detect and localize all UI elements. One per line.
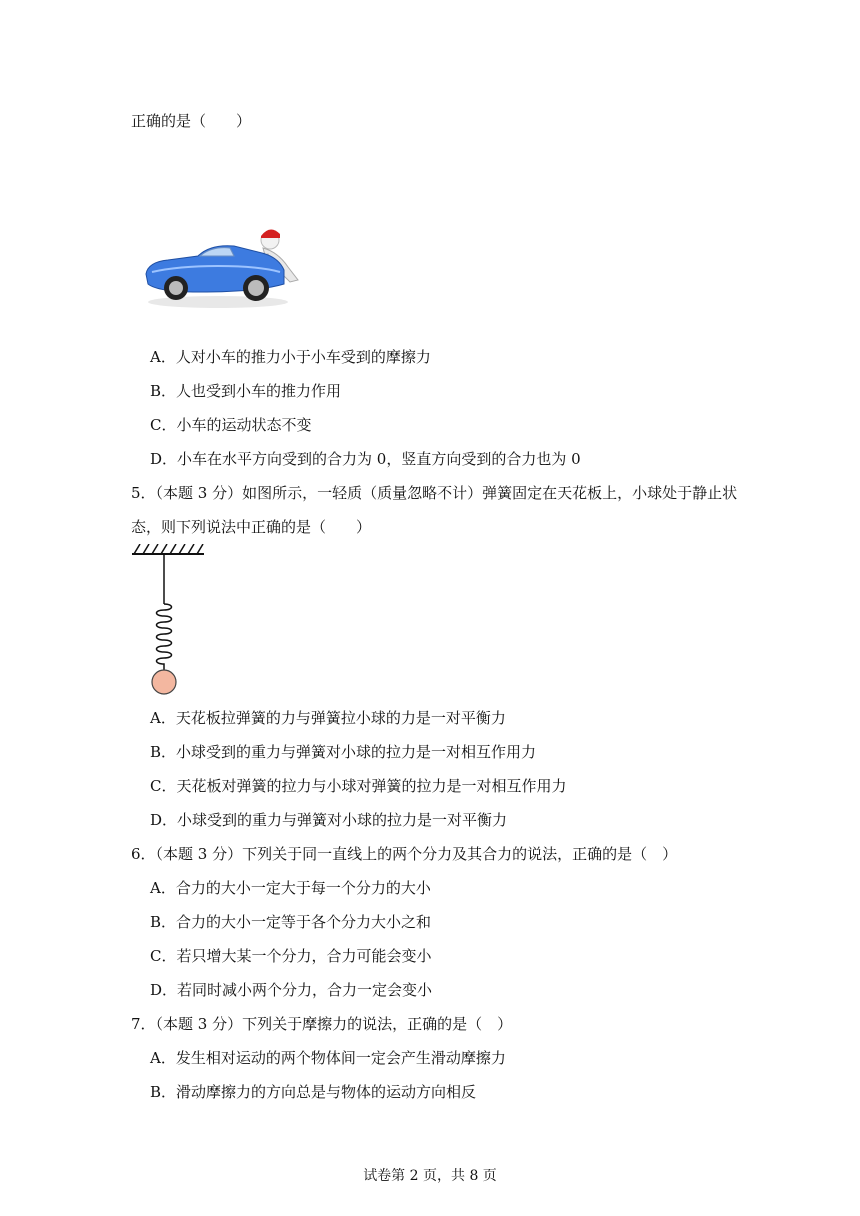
q4-option-b: B．人也受到小车的推力作用 [150,382,342,400]
q6-option-a: A．合力的大小一定大于每一个分力的大小 [150,879,431,897]
q6-stem: 6．（本题 3 分）下列关于同一直线上的两个分力及其合力的说法，正确的是（ ） [131,845,678,863]
q7-option-a: A．发生相对运动的两个物体间一定会产生滑动摩擦力 [150,1049,506,1067]
car-push-figure [138,222,306,314]
q7-stem: 7．（本题 3 分）下列关于摩擦力的说法，正确的是（ ） [131,1015,513,1033]
q5-option-d: D．小球受到的重力与弹簧对小球的拉力是一对平衡力 [150,811,508,829]
q5-stem-line2: 态，则下列说法中正确的是（ ） [131,518,372,536]
q5-option-a: A．天花板拉弹簧的力与弹簧拉小球的力是一对平衡力 [150,709,506,727]
page-footer: 试卷第 2 页，共 8 页 [363,1168,497,1184]
spring-ball-figure [130,544,210,696]
q4-option-a: A．人对小车的推力小于小车受到的摩擦力 [150,348,431,366]
q4-option-c: C．小车的运动状态不变 [150,416,312,434]
q4-stem-tail: 正确的是（ ） [131,112,252,130]
q4-option-d: D．小车在水平方向受到的合力为 0，竖直方向受到的合力也为 0 [150,450,581,468]
q5-stem-line1: 5．（本题 3 分）如图所示，一轻质（质量忽略不计）弹簧固定在天花板上，小球处于静止状 [131,484,738,502]
q5-option-b: B．小球受到的重力与弹簧对小球的拉力是一对相互作用力 [150,743,537,761]
q6-option-b: B．合力的大小一定等于各个分力大小之和 [150,913,432,931]
q6-option-c: C．若只增大某一个分力，合力可能会变小 [150,947,432,965]
q7-option-b: B．滑动摩擦力的方向总是与物体的运动方向相反 [150,1083,477,1101]
q5-option-c: C．天花板对弹簧的拉力与小球对弹簧的拉力是一对相互作用力 [150,777,567,795]
q6-option-d: D．若同时减小两个分力，合力一定会变小 [150,981,433,999]
